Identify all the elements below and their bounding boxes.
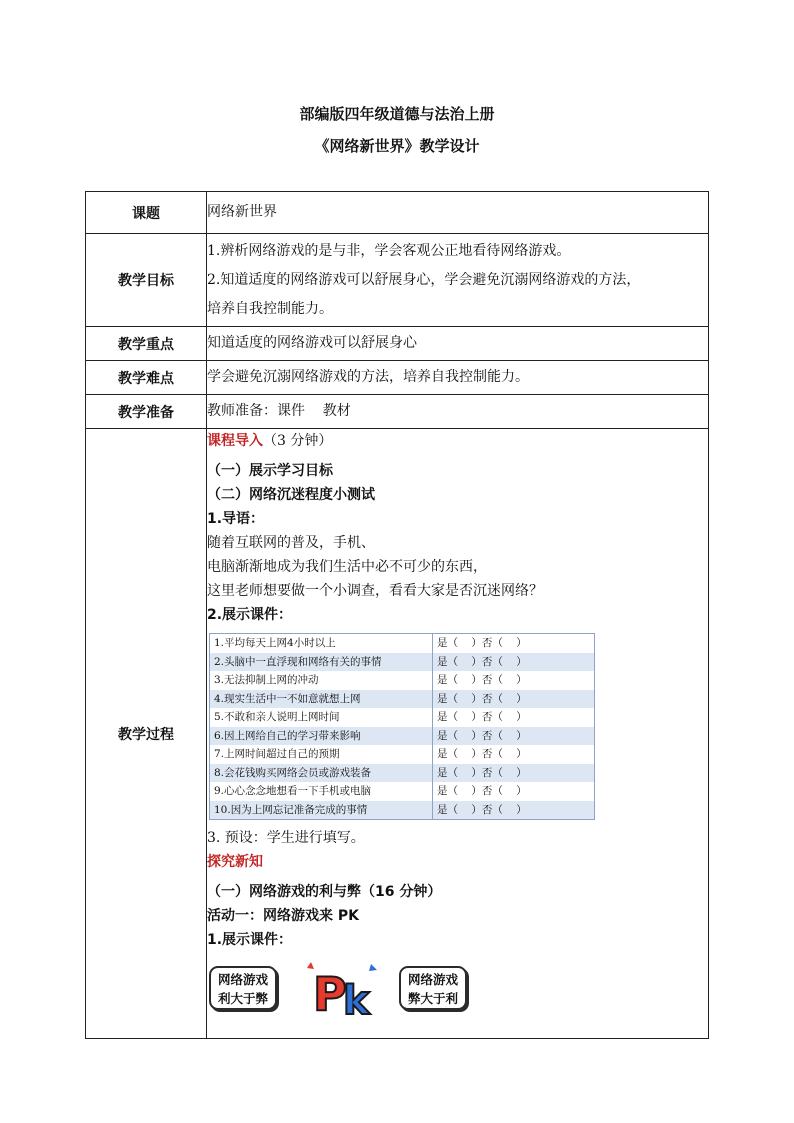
survey-row [210,727,595,746]
survey-answer: 是（ ）否（ ） [433,782,595,801]
survey-answer: 是（ ）否（ ） [433,764,595,783]
goal-line-3: 培养自我控制能力。 [207,300,333,317]
survey-row [210,782,595,801]
survey-answer: 是（ ）否（ ） [433,671,595,690]
show-courseware-title-2: 1.展示课件： [207,932,293,948]
row-topic [86,192,709,234]
badge-cons-line-1: 网络游戏 [407,972,458,987]
pk-letter-k: k [343,978,370,1020]
intro-heading [207,429,708,453]
difficulty-label: 教学难点 [86,361,207,395]
survey-question: 9.心心念念地想看一下手机或电脑 [210,782,433,801]
intro-time: （3 分钟） [263,433,333,449]
row-preparation [86,395,709,429]
lead-title: 1.导语： [207,511,265,527]
survey-question: 1.平均每天上网4小时以上 [210,634,433,653]
badge-cons-line-2: 弊大于利 [407,991,458,1006]
lead-line-3: 这里老师想要做一个小调查，看看大家是否沉迷网络？ [207,583,543,599]
process-label: 教学过程 [86,429,207,1039]
survey-question: 5.不敢和亲人说明上网时间 [210,708,433,727]
survey-row [210,671,595,690]
lead-line-1: 随着互联网的普及，手机、 [207,535,375,551]
row-goals [86,234,709,327]
badge-pros-line-2: 利大于弊 [217,991,268,1006]
key-point-value: 知道适度的网络游戏可以舒展身心 [207,327,709,361]
topic-label: 课题 [86,192,207,234]
survey-row [210,653,595,672]
survey-row [210,708,595,727]
explore-title: 探究新知 [207,854,263,870]
lead-line-2: 电脑渐渐地成为我们生活中必不可少的东西， [207,559,487,575]
pk-letter-p: P [313,967,347,1020]
row-process [86,429,709,1039]
survey-question: 8.会花钱购买网络会员或游戏装备 [210,764,433,783]
survey-answer: 是（ ）否（ ） [433,634,595,653]
step-quiz: （二）网络沉迷程度小测试 [207,487,375,503]
row-key-point [86,327,709,361]
survey-question: 6.因上网给自己的学习带来影响 [210,727,433,746]
show-courseware-title: 2.展示课件： [207,607,293,623]
step-show-goals: （一）展示学习目标 [207,463,333,479]
document-title: 部编版四年级道德与法治上册 [299,105,495,123]
badge-cons-outweigh [399,966,467,1010]
pk-spark-icon [369,964,377,971]
goal-line-2: 2.知道适度的网络游戏可以舒展身心，学会避免沉溺网络游戏的方法， [207,271,641,288]
survey-answer: 是（ ）否（ ） [433,727,595,746]
survey-answer: 是（ ）否（ ） [433,690,595,709]
goal-line-1: 1.辨析网络游戏的是与非，学会客观公正地看待网络游戏。 [207,242,571,259]
document-subtitle: 《网络新世界》教学设计 [314,137,480,155]
pk-illustration [207,958,708,1018]
survey-question: 10.因为上网忘记准备完成的事情 [210,801,433,820]
survey-row [210,745,595,764]
lesson-plan-table [85,191,709,1039]
goals-value [207,234,709,327]
survey-row [210,690,595,709]
survey-row [210,801,595,820]
survey-question: 7.上网时间超过自己的预期 [210,745,433,764]
intro-title: 课程导入 [207,433,263,449]
pk-logo [303,958,383,1020]
badge-pros-outweigh [209,966,277,1010]
survey-question: 3.无法抑制上网的冲动 [210,671,433,690]
survey-table [209,633,595,820]
process-content [207,429,709,1039]
survey-answer: 是（ ）否（ ） [433,708,595,727]
preparation-text: 教师准备：课件 教材 [207,403,351,419]
survey-question: 2.头脑中一直浮现和网络有关的事情 [210,653,433,672]
activity-one-title: 活动一：网络游戏来 PK [207,908,359,924]
part-one-title: （一）网络游戏的利与弊（16 分钟） [207,884,442,900]
row-difficulty [86,361,709,395]
survey-answer: 是（ ）否（ ） [433,745,595,764]
preset-line: 3. 预设：学生进行填写。 [207,830,365,846]
goals-label: 教学目标 [86,234,207,327]
topic-value: 网络新世界 [207,192,709,234]
survey-answer: 是（ ）否（ ） [433,801,595,820]
badge-pros-line-1: 网络游戏 [217,972,268,987]
survey-answer: 是（ ）否（ ） [433,653,595,672]
survey-row [210,634,595,653]
survey-row [210,764,595,783]
preparation-value [207,395,709,429]
difficulty-value: 学会避免沉溺网络游戏的方法，培养自我控制能力。 [207,361,709,395]
survey-question: 4.现实生活中一不如意就想上网 [210,690,433,709]
key-point-label: 教学重点 [86,327,207,361]
preparation-label: 教学准备 [86,395,207,429]
